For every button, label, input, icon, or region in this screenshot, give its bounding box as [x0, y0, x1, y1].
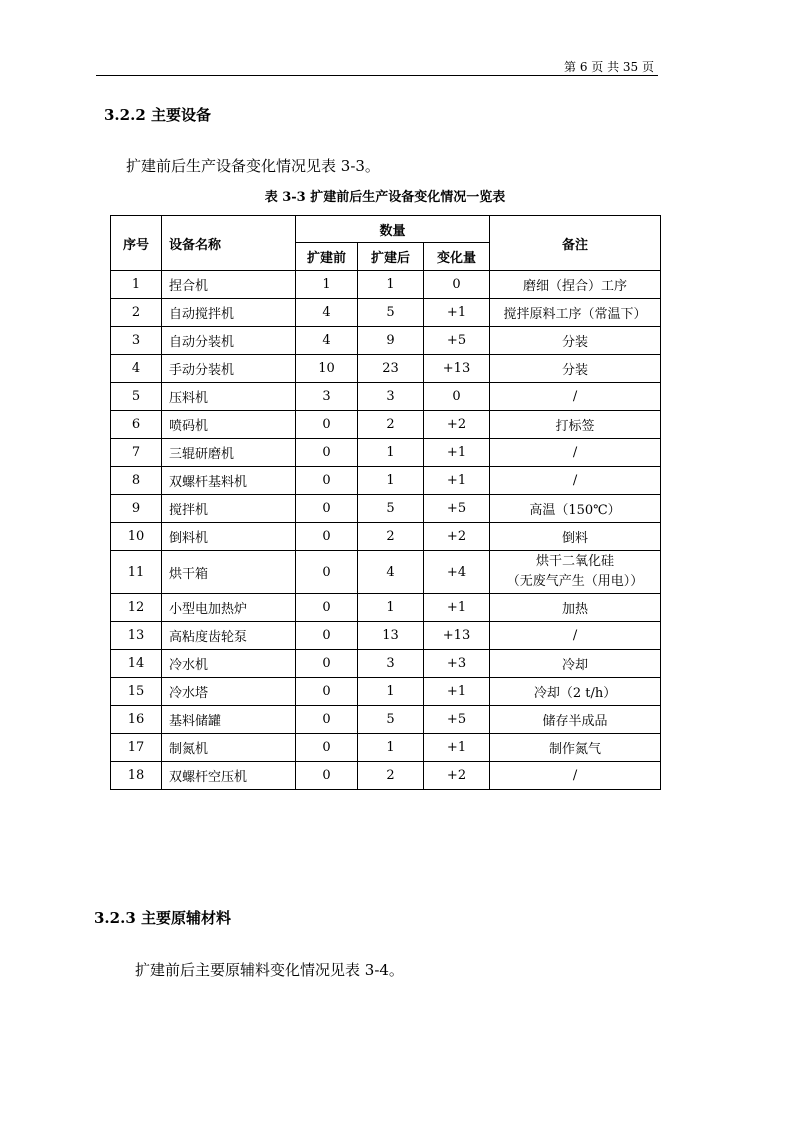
cell-before: 0	[296, 734, 358, 762]
cell-note: 磨细（捏合）工序	[490, 271, 661, 299]
cell-seq: 8	[111, 467, 162, 495]
cell-change: +13	[424, 622, 490, 650]
cell-seq: 13	[111, 622, 162, 650]
cell-name: 冷水机	[162, 650, 296, 678]
header-note: 备注	[490, 216, 661, 271]
cell-before: 0	[296, 706, 358, 734]
table-row	[111, 762, 661, 790]
cell-after: 3	[358, 383, 424, 411]
section-heading-3-2-2: 3.2.2 主要设备	[104, 106, 211, 124]
cell-seq: 18	[111, 762, 162, 790]
cell-seq: 14	[111, 650, 162, 678]
cell-before: 0	[296, 678, 358, 706]
cell-seq: 9	[111, 495, 162, 523]
header-seq: 序号	[111, 216, 162, 271]
cell-note: 储存半成品	[490, 706, 661, 734]
cell-seq: 5	[111, 383, 162, 411]
cell-seq: 4	[111, 355, 162, 383]
cell-name: 倒料机	[162, 523, 296, 551]
cell-after: 23	[358, 355, 424, 383]
table-row	[111, 467, 661, 495]
cell-change: +1	[424, 734, 490, 762]
cell-note: /	[490, 467, 661, 495]
cell-after: 13	[358, 622, 424, 650]
cell-seq: 16	[111, 706, 162, 734]
cell-before: 0	[296, 411, 358, 439]
cell-seq: 10	[111, 523, 162, 551]
cell-name: 烘干箱	[162, 551, 296, 594]
table-row	[111, 650, 661, 678]
cell-change: +1	[424, 467, 490, 495]
equipment-table	[110, 215, 661, 790]
header-before: 扩建前	[296, 243, 358, 271]
cell-name: 捏合机	[162, 271, 296, 299]
header-quantity: 数量	[296, 216, 490, 243]
table-row	[111, 439, 661, 467]
cell-seq: 15	[111, 678, 162, 706]
cell-before: 4	[296, 327, 358, 355]
table-row	[111, 327, 661, 355]
cell-before: 0	[296, 762, 358, 790]
cell-change: +5	[424, 327, 490, 355]
cell-before: 0	[296, 523, 358, 551]
cell-seq: 17	[111, 734, 162, 762]
table-row	[111, 622, 661, 650]
section-paragraph-3-2-2: 扩建前后生产设备变化情况见表 3-3。	[126, 157, 380, 175]
header-after: 扩建后	[358, 243, 424, 271]
cell-before: 0	[296, 622, 358, 650]
cell-change: 0	[424, 271, 490, 299]
cell-note: 冷却	[490, 650, 661, 678]
cell-after: 2	[358, 411, 424, 439]
cell-note: 倒料	[490, 523, 661, 551]
cell-after: 3	[358, 650, 424, 678]
cell-seq: 7	[111, 439, 162, 467]
cell-name: 小型电加热炉	[162, 594, 296, 622]
cell-before: 0	[296, 439, 358, 467]
cell-before: 0	[296, 467, 358, 495]
cell-after: 2	[358, 523, 424, 551]
cell-name: 自动分装机	[162, 327, 296, 355]
cell-before: 1	[296, 271, 358, 299]
cell-change: +4	[424, 551, 490, 594]
table-row	[111, 551, 661, 594]
cell-after: 1	[358, 439, 424, 467]
table-row	[111, 734, 661, 762]
cell-change: +1	[424, 299, 490, 327]
cell-change: +13	[424, 355, 490, 383]
cell-change: +5	[424, 706, 490, 734]
cell-change: +5	[424, 495, 490, 523]
cell-note: /	[490, 622, 661, 650]
cell-before: 0	[296, 594, 358, 622]
cell-note-line1: 烘干二氧化硅	[536, 554, 615, 569]
cell-note: 高温（150℃）	[490, 495, 661, 523]
cell-before: 10	[296, 355, 358, 383]
table-row	[111, 411, 661, 439]
table-row	[111, 355, 661, 383]
cell-seq: 6	[111, 411, 162, 439]
cell-name: 压料机	[162, 383, 296, 411]
cell-after: 9	[358, 327, 424, 355]
cell-after: 1	[358, 467, 424, 495]
cell-after: 1	[358, 678, 424, 706]
section-heading-3-2-3: 3.2.3 主要原辅材料	[94, 909, 231, 927]
cell-before: 0	[296, 495, 358, 523]
table-row	[111, 271, 661, 299]
header-divider	[96, 75, 658, 76]
cell-before: 0	[296, 650, 358, 678]
cell-name: 三辊研磨机	[162, 439, 296, 467]
cell-note: 分装	[490, 355, 661, 383]
cell-note	[490, 551, 661, 594]
cell-change: +3	[424, 650, 490, 678]
cell-after: 1	[358, 594, 424, 622]
cell-note: /	[490, 439, 661, 467]
table-row	[111, 523, 661, 551]
table-row	[111, 495, 661, 523]
cell-change: +1	[424, 678, 490, 706]
cell-name: 高粘度齿轮泵	[162, 622, 296, 650]
cell-name: 搅拌机	[162, 495, 296, 523]
cell-note: 分装	[490, 327, 661, 355]
table-row	[111, 299, 661, 327]
table-row	[111, 594, 661, 622]
cell-name: 双螺杆空压机	[162, 762, 296, 790]
table-row	[111, 678, 661, 706]
cell-after: 1	[358, 734, 424, 762]
cell-seq: 3	[111, 327, 162, 355]
cell-name: 喷码机	[162, 411, 296, 439]
cell-note: 搅拌原料工序（常温下）	[490, 299, 661, 327]
cell-change: +1	[424, 439, 490, 467]
cell-seq: 11	[111, 551, 162, 594]
cell-name: 基料储罐	[162, 706, 296, 734]
cell-name: 手动分装机	[162, 355, 296, 383]
cell-name: 自动搅拌机	[162, 299, 296, 327]
cell-name: 制氮机	[162, 734, 296, 762]
cell-change: 0	[424, 383, 490, 411]
cell-before: 0	[296, 551, 358, 594]
cell-before: 4	[296, 299, 358, 327]
cell-note: 冷却（2 t/h）	[490, 678, 661, 706]
cell-after: 5	[358, 495, 424, 523]
cell-seq: 2	[111, 299, 162, 327]
cell-change: +2	[424, 762, 490, 790]
cell-after: 4	[358, 551, 424, 594]
table-row	[111, 706, 661, 734]
cell-note: /	[490, 383, 661, 411]
cell-change: +2	[424, 411, 490, 439]
cell-note: 打标签	[490, 411, 661, 439]
cell-change: +1	[424, 594, 490, 622]
header-change: 变化量	[424, 243, 490, 271]
cell-seq: 1	[111, 271, 162, 299]
cell-note-line2: （无废气产生（用电））	[506, 574, 644, 589]
header-name: 设备名称	[162, 216, 296, 271]
cell-after: 5	[358, 706, 424, 734]
cell-after: 5	[358, 299, 424, 327]
cell-note: 加热	[490, 594, 661, 622]
section-paragraph-3-2-3: 扩建前后主要原辅料变化情况见表 3-4。	[135, 961, 404, 979]
table-header-row	[111, 216, 661, 243]
table-row	[111, 383, 661, 411]
cell-before: 3	[296, 383, 358, 411]
cell-name: 双螺杆基料机	[162, 467, 296, 495]
cell-name: 冷水塔	[162, 678, 296, 706]
cell-note: 制作氮气	[490, 734, 661, 762]
cell-seq: 12	[111, 594, 162, 622]
cell-change: +2	[424, 523, 490, 551]
cell-note: /	[490, 762, 661, 790]
table-caption: 表 3-3 扩建前后生产设备变化情况一览表	[264, 190, 506, 205]
cell-after: 2	[358, 762, 424, 790]
page-number-header: 第 6 页 共 35 页	[564, 60, 654, 74]
cell-after: 1	[358, 271, 424, 299]
